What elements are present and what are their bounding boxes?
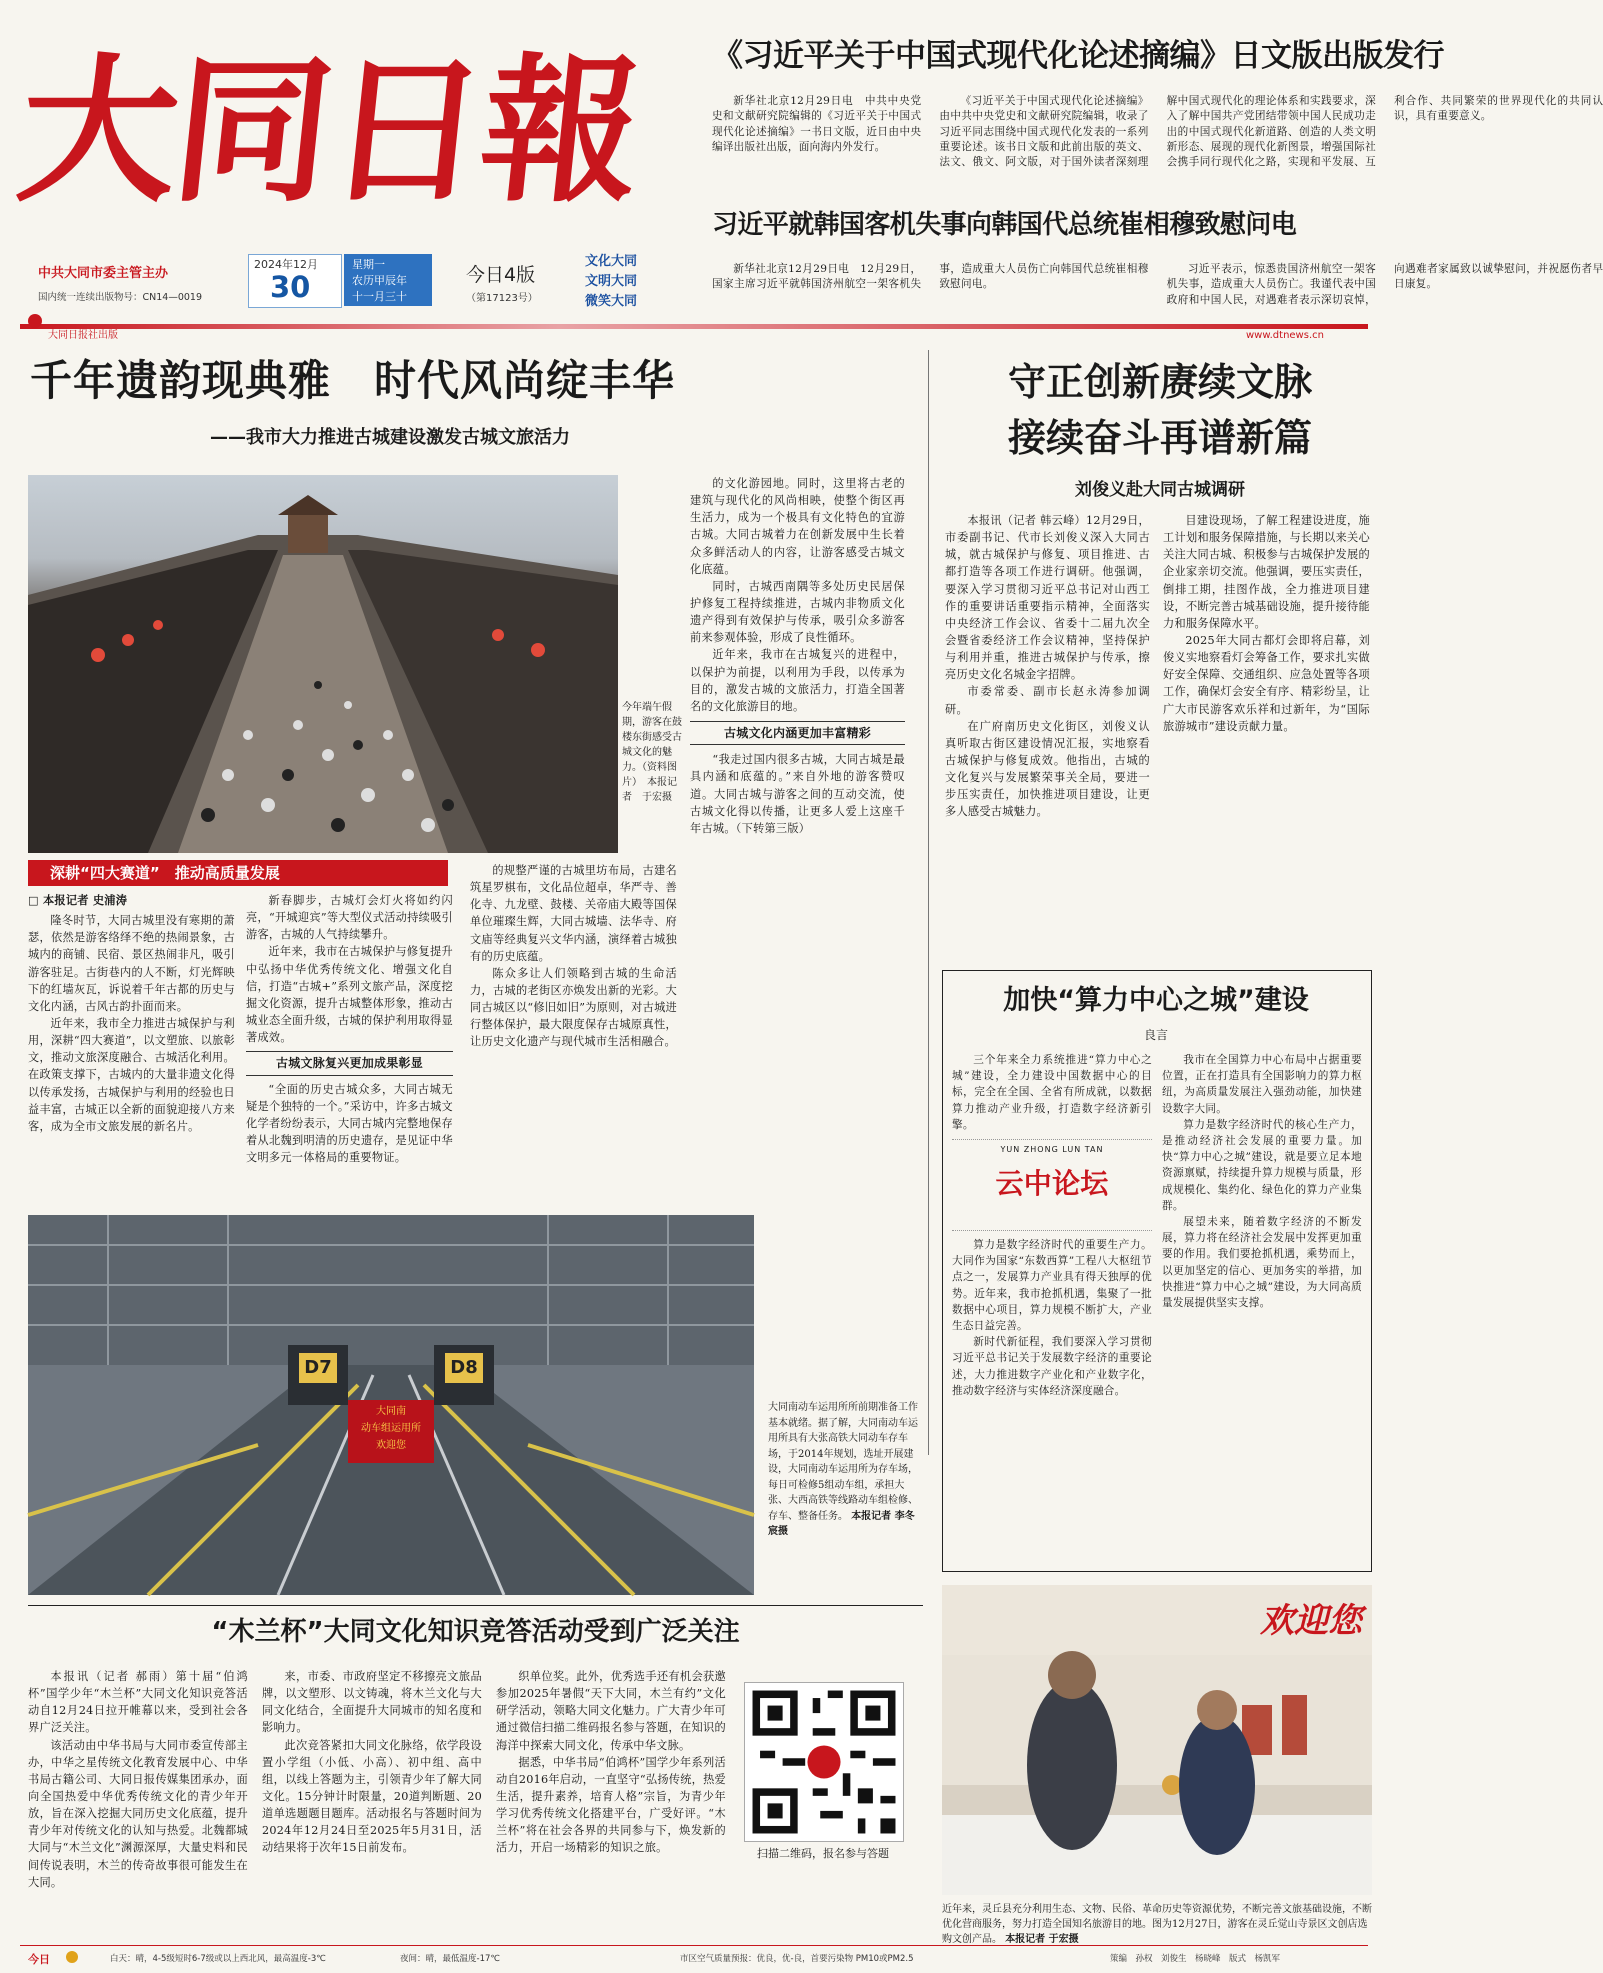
railway-photo-caption xyxy=(768,1400,918,1595)
bottom-headline: “木兰杯”大同文化知识竞答活动受到广泛关注 xyxy=(211,1617,740,1647)
section3-title: 古城文化内涵更加丰富精彩 xyxy=(690,721,905,745)
lead-headline: 千年遗韵现典雅 时代风尚绽丰华 xyxy=(30,356,676,405)
publisher: 大同日报社出版 xyxy=(48,330,118,341)
paragraph: 我市在全国算力中心布局中占据重要位置，正在打造具有全国影响力的算力枢纽，为高质量发展注入强劲动能，加快建设数字大同。 xyxy=(1162,1054,1362,1115)
souvenir-shop-photo xyxy=(942,1585,1372,1895)
top-story-2-body xyxy=(712,262,1603,314)
street-illustration xyxy=(28,475,618,853)
paragraph: 此次竞答紧扣大同文化脉络，依学段设置小学组（小低、小高）、初中组、高中组，以线上答题为主，引领青少年了解大同文化。15分钟计时限量，20道判断题、20道单选题题目题库。活动报名与答题时间为2024年12月24日至2025年5月31日，活动结果将于次年15日前发布。 xyxy=(262,1738,482,1855)
paragraph: 近年来，我市在古城复兴的进程中，以保护为前提，以利用为手段，以传承为目的，激发古城的文旅活力，打造全国著名的文化旅游目的地。 xyxy=(690,648,905,713)
paragraph: 算力是数字经济时代的重要生产力。大同作为国家“东数西算”工程八大枢纽节点之一，发展算力产业具有得天独厚的优势。近年来，我市抢抓机遇，集聚了一批数据中心项目，算力规模不断扩大，产业生态日益完善。 xyxy=(952,1239,1152,1333)
column-article-headline: 加快“算力中心之城”建设 xyxy=(1003,985,1309,1016)
sun-icon xyxy=(66,1951,78,1963)
shop-banner: 欢迎您 xyxy=(1260,1601,1362,1641)
lead-col-2 xyxy=(246,892,453,1194)
day-number: 30 xyxy=(270,270,311,304)
paragraph: 本报讯（记者 韩云峰）12月29日，市委副书记、代市长刘俊义深入大同古城，就古城保护与修复、项目推进、古都打造等各项工作进行调研。他强调，要深入学习贯彻习近平总书记对山西工作的重要讲话重要指示精神，全面落实中央经济工作会议、省委十二届九次全会暨省委经济工作会议精神，坚持保护与利用并重，推进古城保护与传承，擦亮历史文化名城金字招牌。 xyxy=(945,514,1150,682)
section2-title: 古城文脉复兴更加成果彰显 xyxy=(246,1051,453,1075)
cn-number: 国内统一连续出版物号：CN14—0019 xyxy=(38,292,203,303)
ancient-city-photo-caption: 今年端午假期，游客在鼓楼东街感受古城文化的魅力。（资料图片） 本报记者 于宏摄 xyxy=(622,702,682,803)
paragraph: 2025年大同古都灯会即将启幕，刘俊义实地察看灯会筹备工作，要求扎实做好安全保障、交通组织、应急处置等各项工作，确保灯会安全有序、精彩纷呈，让广大市民游客欢乐祥和过新年，为“国际旅游城市”建设贡献力量。 xyxy=(1163,633,1370,733)
caption-byline: 本报记者 李冬宸摄 xyxy=(768,1510,915,1537)
paragraph: 近年来，我市全力推进古城保护与利用，深耕“四大赛道”，以文塑旅、以旅彰文，推动文旅深度融合、古城活化利用。在政策支撑下，古城内的大量非遗文化得以传承发扬，古城保护与利用的经验也日益丰富，古城正以全新的面貌迎接八方来客，成为全市文旅发展的新名片。 xyxy=(28,1016,235,1133)
masthead-logo: 大同日報 xyxy=(10,39,646,224)
slogan-3: 微笑大同 xyxy=(585,294,638,309)
qr-code[interactable] xyxy=(744,1682,904,1842)
paragraph: 的规整严谨的古城里坊布局，古建名筑星罗棋布，文化品位超卓，华严寺、善化寺、九龙壁、鼓楼、关帝庙大殿等国保单位璀璨生辉，大同古城墙、法华寺、府文庙等经典复兴文华内涵，演绎着古城独有的历史底蕴。 xyxy=(470,864,677,963)
paragraph: “我走过国内很多古城，大同古城是最具内涵和底蕴的。”来自外地的游客赞叹道。大同古城与游客之间的互动交流，使古城文化得以传播，让更多人爱上这座千年古城。（下转第三版） xyxy=(690,753,905,835)
lead-col-1 xyxy=(28,892,235,1194)
column-article-author: 良言 xyxy=(1143,1028,1168,1042)
forum-logo-text: 云中论坛 xyxy=(995,1167,1109,1201)
slogan-1: 文化大同 xyxy=(585,254,638,269)
banner-line-2: 动车组运用所 xyxy=(361,1423,421,1434)
issue-number: （第17123号） xyxy=(466,293,538,304)
caption-text: 近年来，灵丘县充分利用生态、文物、民俗、革命历史等资源优势，不断完善文旅基础设施，不断优化营商服务，努力打造全国知名旅游目的地。图为12月27日，游客在灵丘觉山寺景区文创店选购文创产品。 xyxy=(942,1904,1372,1945)
footer-credits: 策编 孙权 刘俊生 杨晓峰 版式 杨凯军 xyxy=(1110,1954,1281,1964)
lead-subheadline: ——我市大力推进古城建设激发古城文旅活力 xyxy=(210,427,570,448)
page-count: 今日4版 xyxy=(466,264,536,286)
right-subheadline: 刘俊义赴大同古城调研 xyxy=(1075,480,1245,500)
lead-col-3 xyxy=(470,862,677,1194)
banner-line-3: 欢迎您 xyxy=(376,1440,406,1451)
qr-caption: 扫描二维码，报名参与答题 xyxy=(757,1847,889,1860)
paragraph: 新华社北京12月29日电 12月29日，国家主席习近平就韩国济州航空一架客机失事，造成重大人员伤亡向韩国代总统崔相穆致慰问电。 xyxy=(712,263,1149,291)
paragraph: 该活动由中华书局与大同市委宣传部主办，中华之星传统文化教育发展中心、中华书局古籍公司、大同日报传媒集团承办，面向全国热爱中华优秀传统文化的青少年开放，旨在深入挖掘大同历史文化底蕴，提升青少年对传统文化的认知与热爱。北魏都城大同与“木兰文化”渊源深厚，大量史料和民间传说表明，木兰的传奇故事很可能发生在大同。 xyxy=(28,1738,248,1889)
qr-code-icon xyxy=(745,1683,903,1841)
slogan-2: 文明大同 xyxy=(585,274,638,289)
top-headline-2: 习近平就韩国客机失事向韩国代总统崔相穆致慰问电 xyxy=(712,210,1297,240)
banner-line-1: 大同南 xyxy=(376,1406,406,1417)
publisher-bar xyxy=(20,324,1368,329)
caption-byline: 本报记者 于宏摄 xyxy=(1005,1934,1079,1945)
year-month: 2024年12月 xyxy=(254,258,318,271)
paragraph: 在广府南历史文化街区，刘俊义认真听取古街区建设情况汇报，实地察看古城保护与修复成效。他指出，古城的文化复兴与发展繁荣事关全局，要进一步压实责任，加快推进项目建设，让更多人感受古城魅力。 xyxy=(945,719,1150,819)
sign-d7: D7 xyxy=(299,1353,337,1383)
bottom-col-1 xyxy=(28,1668,248,1916)
paragraph: 据悉，中华书局“伯鸿杯”国学少年系列活动自2016年启动，一直坚守“弘扬传统，热爱生活，提升素养，培育人格”宗旨，为青少年学习优秀传统文化搭建平台，广受好评。“木兰杯”将在社会各界的共同参与下，焕发新的活力，开启一场精彩的知识之旅。 xyxy=(496,1755,726,1855)
paragraph: 新春脚步，古城灯会灯火将如约闪亮，“开城迎宾”等大型仪式活动持续吸引游客，古城的人气持续攀升。 xyxy=(246,894,453,942)
paragraph: 本报讯（记者 郝雨）第十届“伯鸿杯”国学少年“木兰杯”大同文化知识竞答活动自12月24日拉开帷幕以来，受到社会各界广泛关注。 xyxy=(28,1670,248,1735)
footer-divider xyxy=(20,1945,1368,1946)
column-article-col-2 xyxy=(1162,1052,1362,1562)
paragraph: 近年来，我市在古城保护与修复提升中弘扬中华优秀传统文化、增强文化自信，打造“古城+”系列文旅产品，深度挖掘文化资源，提升古城整体形象，推动古城业态全面升级，古城的保护利用取得显著成效。 xyxy=(246,945,453,1045)
forum-logo xyxy=(952,1139,1152,1231)
welcome-banner xyxy=(348,1400,434,1463)
paragraph: 陈众多让人们领略到古城的生命活力，古城的老街区亦焕发出新的光彩。大同古城区以“修旧如旧”为原则，对古城进行整体保护，最大限度保存古城原真性，让历史文化遗产与现代城市生活相融合。 xyxy=(470,966,677,1049)
paragraph: 来，市委、市政府坚定不移擦亮文旅品牌，以文塑形、以文铸魂，将木兰文化与大同文化结合，全面提升大同城市的知名度和影响力。 xyxy=(262,1670,482,1735)
byline: □ 本报记者 史浦涛 xyxy=(28,893,128,907)
sign-d8: D8 xyxy=(445,1353,483,1383)
footer-weather-day: 白天：晴，4-5级短时6-7级或以上西北风，最高温度-3℃ xyxy=(110,1954,326,1964)
caption-text: 大同南动车运用所所前期准备工作基本就绪。据了解，大同南动车运用所具有大张高铁大同动车存车场，于2014年规划，选址开展建设，大同南动车运用所为存车场，每日可检修5组动车组，承担大张、大西高铁等线路动车组检修、存车、整备任务。 xyxy=(768,1402,918,1522)
column-divider xyxy=(928,350,929,1455)
lunar-year: 农历甲辰年 xyxy=(352,274,407,287)
paragraph: 新华社北京12月29日电 中共中央党史和文献研究院编辑的《习近平关于中国式现代化论述摘编》一书日文版，近日由中央编译出版社出版，面向海内外发行。 xyxy=(712,95,922,154)
paragraph: 三个年来全力系统推进“算力中心之城”建设，全力建设中国数据中心的目标，完全在全国、全省有所成就，以数据算力推动产业升级，打造数字经济新引擎。 xyxy=(952,1054,1152,1131)
ancient-city-photo xyxy=(28,475,618,853)
footer-weather-night: 夜间：晴，最低温度-17℃ xyxy=(400,1954,500,1964)
paragraph: 习近平表示，惊悉贵国济州航空一架客机失事，造成重大人员伤亡。我谨代表中国政府和中国人民，对遇难者表示深切哀悼，向遇难者家属致以诚挚慰问，并祝愿伤者早日康复。 xyxy=(1166,263,1603,306)
website[interactable]: www.dtnews.cn xyxy=(1246,330,1324,341)
paragraph: “全面的历史古城众多，大同古城无疑是个独特的一个。”采访中，许多古城文化学者纷纷表示，大同古城内完整地保存着从北魏到明清的历史遗存，是见证中华文明多元一体格局的重要物证。 xyxy=(246,1082,453,1165)
bottom-divider xyxy=(28,1605,923,1606)
publisher-logo-icon xyxy=(28,314,42,328)
footer-today: 今日 xyxy=(28,1953,50,1966)
top-headline-1: 《习近平关于中国式现代化论述摘编》日文版出版发行 xyxy=(712,38,1444,74)
lead-col-4 xyxy=(690,475,905,1195)
paragraph: 同时，古城西南隅等多处历史民居保护修复工程持续推进，古城内非物质文化遗产得到有效保护与传承，吸引众多游客前来参观体验，形成了良性循环。 xyxy=(690,579,905,645)
forum-logo-pinyin: YUN ZHONG LUN TAN xyxy=(1000,1145,1104,1155)
bottom-col-3 xyxy=(496,1668,726,1916)
right-headline-2: 接续奋斗再谱新篇 xyxy=(1007,416,1312,460)
right-headline-1: 守正创新赓续文脉 xyxy=(1007,360,1312,404)
railway-depot-photo xyxy=(28,1215,754,1595)
right-lead-col-2 xyxy=(1163,512,1370,952)
paragraph: 新时代新征程，我们要深入学习贯彻习近平总书记关于发展数字经济的重要论述，大力推进数字产业化和产业数字化，推动数字经济与实体经济深度融合。 xyxy=(952,1336,1152,1397)
paragraph: 的文化游园地。同时，这里将古老的建筑与现代化的风尚相映，使整个街区再生活力，成为一个极具有文化特色的宜游古城。大同古城着力在创新发展中生长着众多鲜活动人的内容，让游客感受古城文化底蕴。 xyxy=(690,477,905,576)
paragraph: 展望未来，随着数字经济的不断发展，算力将在经济社会发展中发挥更加重要的作用。我们要抢抓机遇，乘势而上，以更加坚定的信心、更加务实的举措，加快推进“算力中心之城”建设，为大同高质量发展提供坚实支撑。 xyxy=(1162,1216,1362,1310)
paragraph: 织单位奖。此外，优秀选手还有机会获邀参加2025年暑假“天下大同，木兰有约”文化研学活动，领略大同文化魅力。广大青少年可通过微信扫描二维码报名参与答题，在知识的海洋中探索大同文化，传承中华文脉。 xyxy=(496,1670,726,1752)
column-article-col-1 xyxy=(952,1052,1152,1562)
paragraph: 《习近平关于中国式现代化论述摘编》由中共中央党史和文献研究院编辑，收录了习近平同志围绕中国式现代化发表的一系列重要论述。该书日文版和此前出版的英文、法文、俄文、阿文版，对于国外读者深刻理解中国式现代化的理论体系和实践要求，深入了解中国共产党团结带领中国人民成功走出的中国式现代化新道路、创造的人类文明新形态、展现的现代化新图景，增强国际社会携手同行现代化之路，实现和平发展、互利合作、共同繁荣的世界现代化的共同认识，具有重要意义。 xyxy=(939,95,1603,169)
shop-photo-caption xyxy=(942,1902,1372,1945)
sponsor: 中共大同市委主管主办 xyxy=(38,266,169,281)
bottom-col-2 xyxy=(262,1668,482,1916)
paragraph: 目建设现场，了解工程建设进度，施工计划和服务保障措施，与长期以来关心关注大同古城、积极参与古城保护发展的企业家亲切交流。他强调，要压实责任，倒排工期，挂图作战，全力推进项目建设，不断完善古城基础设施，提升接待能力和服务保障水平。 xyxy=(1163,514,1370,630)
paragraph: 市委常委、副市长赵永涛参加调研。 xyxy=(945,685,1150,716)
paragraph: 隆冬时节，大同古城里没有寒期的萧瑟，依然是游客络绎不绝的热闹景象，古城内的商铺、民宿、景区热闹非凡，吸引游客驻足。古街巷内的人不断，灯光辉映下的红墙灰瓦，诉说着千年古都的历史与文化内涵，古风古韵扑面而来。 xyxy=(28,914,235,1013)
section1-title: 深耕“四大赛道” 推动高质量发展 xyxy=(50,864,280,882)
weekday: 星期一 xyxy=(352,258,385,271)
paragraph: 算力是数字经济时代的核心生产力，是推动经济社会发展的重要力量。加快“算力中心之城”建设，就是要立足本地资源禀赋，持续提升算力规模与质量，形成规模化、集约化、绿色化的算力产业集群。 xyxy=(1162,1118,1362,1212)
right-lead-col-1 xyxy=(945,512,1150,952)
lunar-day: 十一月三十 xyxy=(352,290,407,303)
footer-air-quality: 市区空气质量预报：优良，优-良，首要污染物 PM10或PM2.5 xyxy=(680,1954,914,1964)
top-story-1-body xyxy=(712,94,1603,186)
